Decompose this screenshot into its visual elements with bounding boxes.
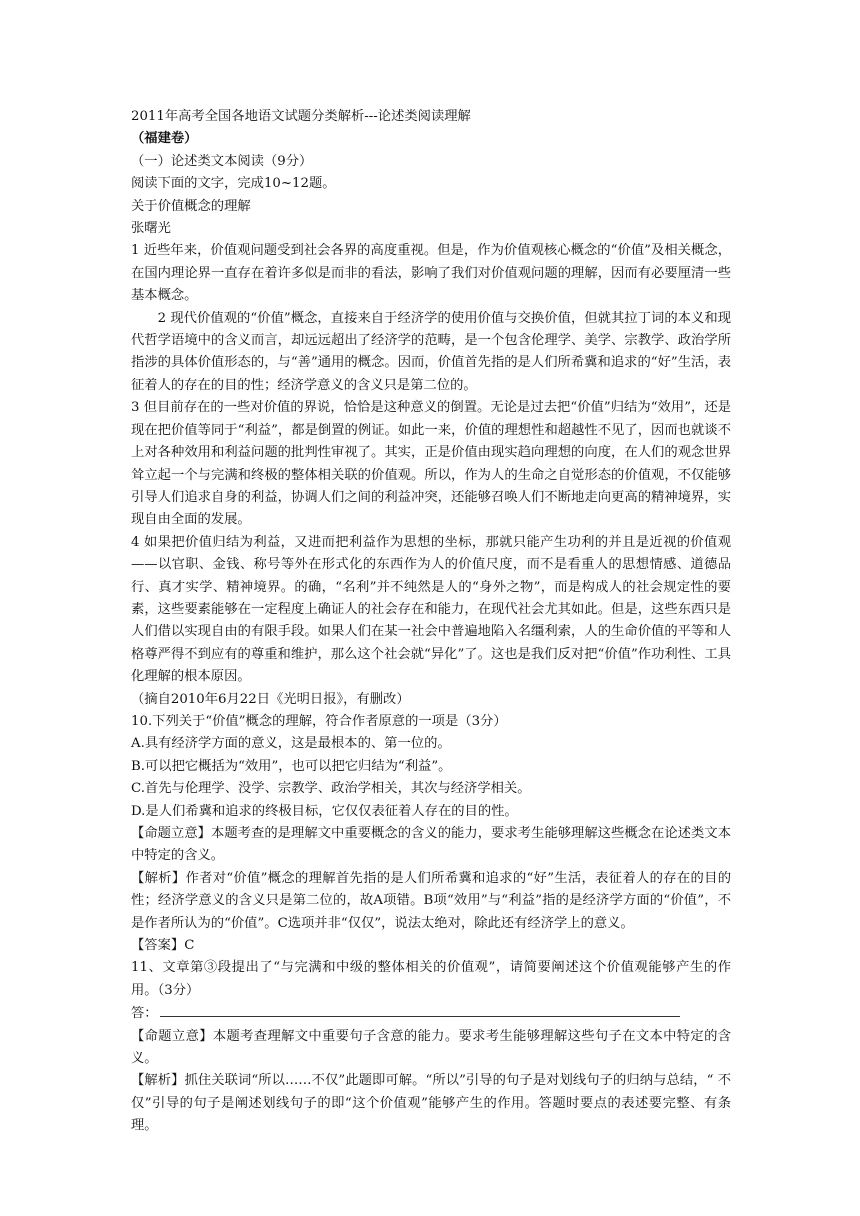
question-11: 11、文章第③段提出了“与完满和中级的整体相关的价值观”，请简要阐述这个价值观能够产生的作用。（3分） (131, 960, 731, 998)
q11-answer-row (131, 1002, 731, 1025)
q10-option-b: B.可以把它概括为“效用”，也可以把它归结为“利益”。 (131, 758, 452, 774)
q11-analysis-text: 抓住关联词“所以……不仅”此题即可解。“所以”引导的句子是对划线句子的归纳与总结，“ 不仅”引导的句子是阐述划线句子的即“这个价值观”能够产生的作用。答题时要点的表述要完整、有条理。 (131, 1073, 731, 1134)
article-paragraph-2: 2 现代价值观的“价值”概念，直接来自于经济学的使用价值与交换价值，但就其拉丁词的本义和现代哲学语境中的含义而言，却远远超出了经济学的范畴，是一个包含伦理学、美学、宗教学、政治学所指涉的具体价值形态的，与“善”通用的概念。因而，价值首先指的是人们所希冀和追求的“好”生活，表征着人的存在的目的性；经济学意义的含义只是第二位的。 (131, 310, 731, 393)
q10-intent-text: 本题考查的是理解文中重要概念的含义的能力，要求考生能够理解这些概念在论述类文本中特定的含义。 (131, 826, 732, 864)
q10-analysis (131, 868, 731, 935)
article-paragraph-1: 1 近些年来，价值观问题受到社会各界的高度重视。但是，作为价值观核心概念的“价值”及相关概念，在国内理论界一直存在着许多似是而非的看法，影响了我们对价值观问题的理解，因而有必要厘清一些基本概念。 (131, 243, 731, 304)
q11-analysis (131, 1070, 731, 1137)
article-source: （摘自2010年6月22日《光明日报》，有删改） (131, 691, 410, 707)
q11-intent-tag: 【命题立意】 (131, 1028, 213, 1044)
q10-intent-tag: 【命题立意】 (131, 826, 212, 841)
q10-option-d: D.是人们希冀和追求的终极目标，它仅仅表征着人存在的目的性。 (131, 803, 518, 819)
doc-region: （福建卷） (131, 131, 198, 147)
q10-answer-tag: 【答案】 (131, 938, 185, 954)
doc-title: 2011年高考全国各地语文试题分类解析---论述类阅读理解 (131, 109, 471, 124)
article-title: 关于价值概念的理解 (131, 198, 251, 214)
q11-answer-blank[interactable] (160, 1002, 680, 1017)
q10-analysis-tag: 【解析】 (131, 870, 186, 886)
q10-intent (131, 823, 731, 868)
section-heading: （一）论述类文本阅读（9分） (131, 153, 313, 169)
q10-analysis-text: 作者对“价值”概念的理解首先指的是人们所希冀和追求的“好”生活，表征着人的存在的目的性；经济学意义的含义只是第二位的，故A项错。B项“效用”与“利益”指的是经济学方面的“价值”，不是作者所认为的“价值”。C选项并非“仅仅”，说法太绝对，除此还有经济学上的意义。 (131, 870, 731, 931)
document-page (131, 106, 731, 1138)
q10-option-c: C.首先与伦理学、没学、宗教学、政治学相关，其次与经济学相关。 (131, 781, 531, 797)
question-10: 10.下列关于“价值”概念的理解，符合作者原意的一项是（3分） (131, 713, 507, 729)
article-paragraph-4: 4 如果把价值归结为利益，又进而把利益作为思想的坐标，那就只能产生功利的并且是近视的价值观——以官职、金钱、称号等外在形式化的东西作为人的价值尺度，而不是看重人的思想情感、道德品行、真才实学、精神境界。的确，“名利”并不纯然是人的“身外之物”，而是构成人的社会规定性的要素，这些要素能够在一定程度上确证人的社会存在和能力，在现代社会尤其如此。但是，这些东西只是人们借以实现自由的有限手段。如果人们在某一社会中普遍地陷入名缰利索，人的生命价值的平等和人格尊严得不到应有的尊重和维护，那么这个社会就“异化”了。这也是我们反对把“价值”作功利性、工具化理解的根本原因。 (131, 534, 731, 685)
article-author: 张曙光 (131, 221, 171, 237)
q11-answer-label: 答： (131, 1006, 158, 1022)
reading-instruction: 阅读下面的文字，完成10~12题。 (131, 176, 336, 192)
q11-analysis-tag: 【解析】 (131, 1073, 185, 1089)
q11-intent-text: 本题考查理解文中重要句子含意的能力。要求考生能够理解这些句子在文本中特定的含义。 (131, 1028, 732, 1067)
q11-intent (131, 1026, 731, 1071)
q10-answer (131, 935, 731, 957)
article-paragraph-3: 3 但目前存在的一些对价值的界说，恰恰是这种意义的倒置。无论是过去把“价值”归结为“效用”，还是现在把价值等同于“利益”，都是倒置的例证。如此一来，价值的理想性和超越性不见了，因而也就谈不上对各种效用和利益问题的批判性审视了。其实，正是价值由现实趋向理想的向度，在人们的观念世界耸立起一个与完满和终极的整体相关联的价值观。所以，作为人的生命之自觉形态的价值观，不仅能够引导人们追求自身的利益，协调人们之间的利益冲突，还能够召唤人们不断地走向更高的精神境界，实现自由全面的发展。 (131, 400, 731, 528)
q10-answer-value: C (184, 938, 195, 954)
q10-option-a: A.具有经济学方面的意义，这是最根本的、第一位的。 (131, 736, 451, 752)
